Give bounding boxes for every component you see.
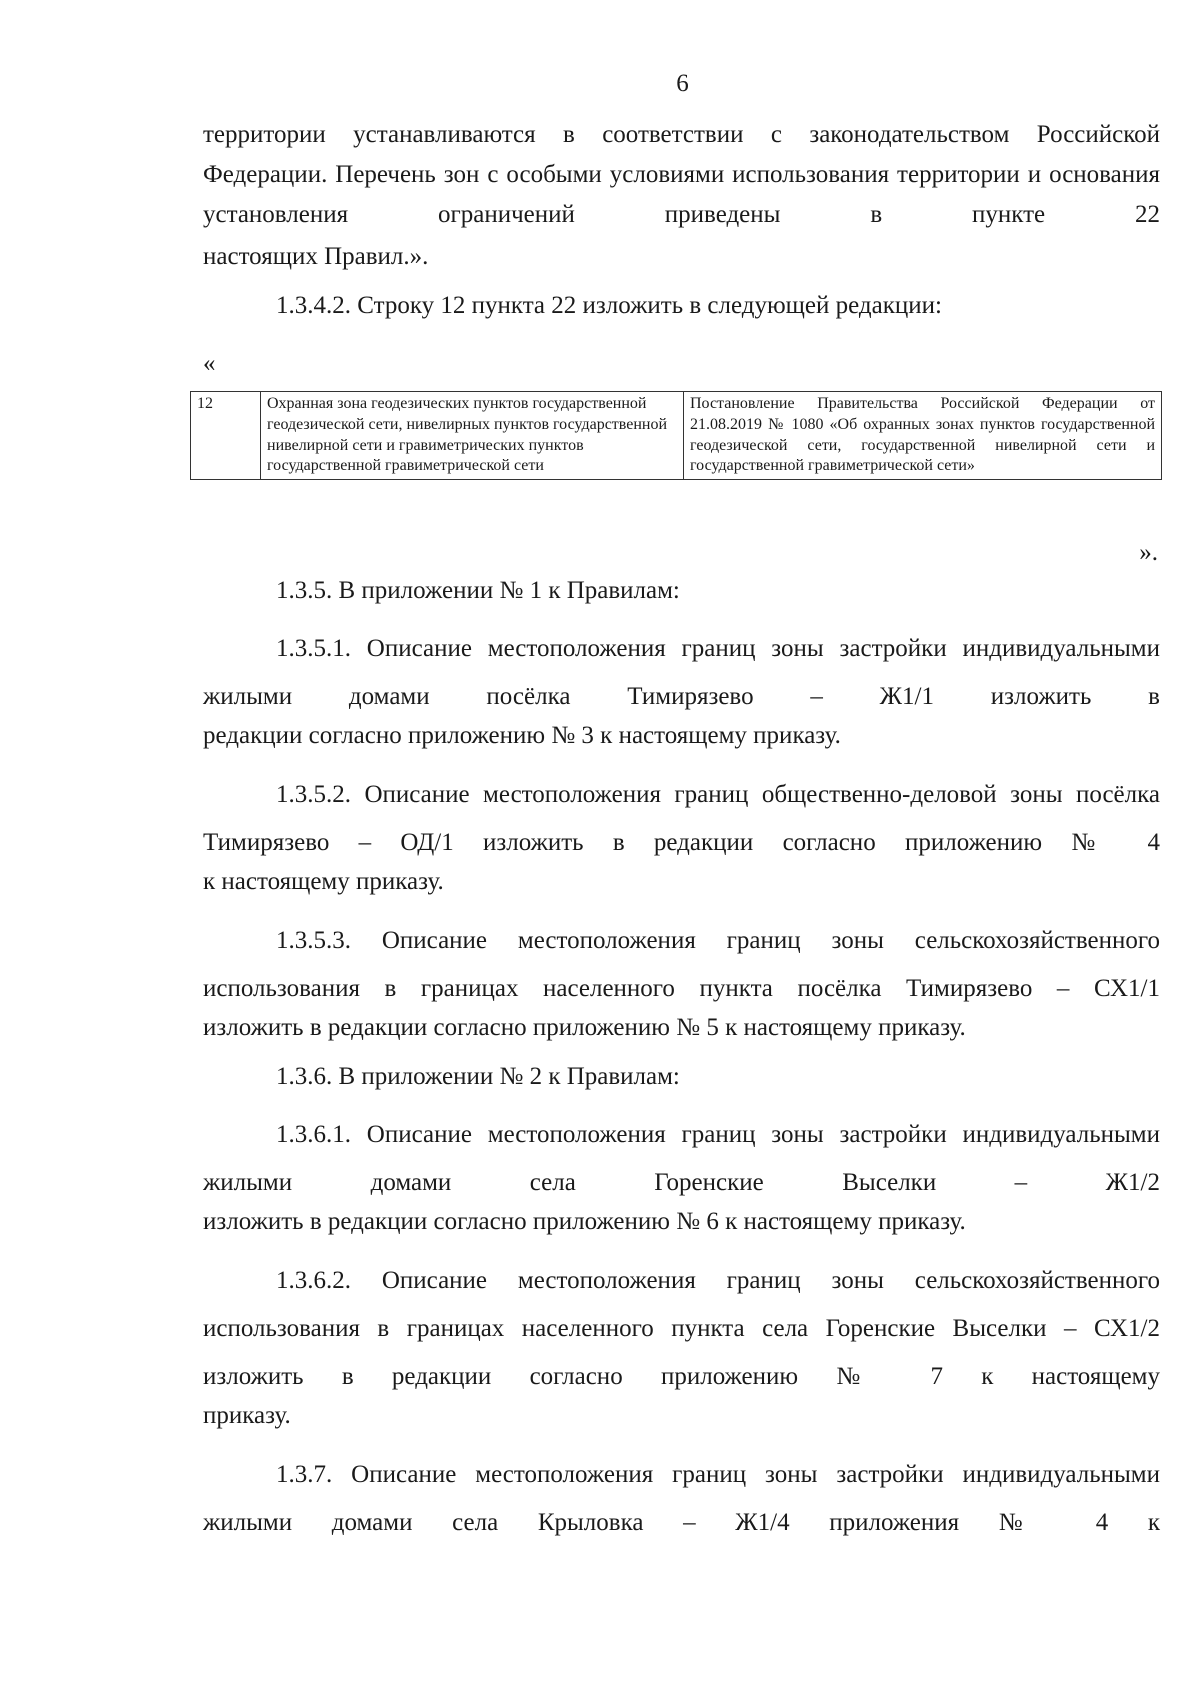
paragraph-1-3-5-3: 1.3.5.3. Описание местоположения границ зоны сельскохозяйственного использования в границах населенного пункта посёлка Тимирязево – СХ1/1 xyxy=(203,927,1160,1002)
amendment-table xyxy=(190,391,1162,480)
opening-quote: « xyxy=(203,350,216,377)
closing-quote: ». xyxy=(1139,539,1158,566)
paragraph-continuation-last-line: настоящих Правил.». xyxy=(203,243,429,270)
zone-name-cell: Охранная зона геодезических пунктов государственной геодезической сети, нивелирных пунктов государственной нивелирной сети и гравиметрических пунктов государственной гравиметрической сети xyxy=(261,392,684,480)
paragraph-1-3-6-2-last-line: приказу. xyxy=(203,1402,291,1429)
paragraph-1-3-5-2: 1.3.5.2. Описание местоположения границ общественно-деловой зоны посёлка Тимирязево – ОД/1 изложить в редакции согласно приложению № 4 xyxy=(203,781,1160,856)
paragraph-1-3-5-2-last-line: к настоящему приказу. xyxy=(203,868,444,895)
paragraph-1-3-5-1: 1.3.5.1. Описание местоположения границ зоны застройки индивидуальными жилыми домами посёлка Тимирязево – Ж1/1 изложить в xyxy=(203,635,1160,710)
table-row xyxy=(191,392,1162,480)
paragraph-continuation: территории устанавливаются в соответствии с законодательством Российской Федерации. Перечень зон с особыми условиями использования территории и основания установления ограничений приведены в пункте 22 xyxy=(203,121,1160,228)
paragraph-1-3-5-3-last-line: изложить в редакции согласно приложению № 5 к настоящему приказу. xyxy=(203,1014,966,1041)
paragraph-1-3-7: 1.3.7. Описание местоположения границ зоны застройки индивидуальными жилыми домами села Крыловка – Ж1/4 приложения № 4 к xyxy=(203,1461,1160,1536)
paragraph-1-3-5: 1.3.5. В приложении № 1 к Правилам: xyxy=(276,577,680,604)
paragraph-1-3-4-2: 1.3.4.2. Строку 12 пункта 22 изложить в следующей редакции: xyxy=(276,292,942,319)
row-number-cell: 12 xyxy=(191,392,261,480)
legal-basis-cell: Постановление Правительства Российской Федерации от 21.08.2019 № 1080 «Об охранных зонах пунктов государственной геодезической сети, государственной нивелирной сети и государственной гравиметрической сети» xyxy=(684,392,1162,480)
paragraph-1-3-5-1-last-line: редакции согласно приложению № 3 к настоящему приказу. xyxy=(203,722,841,749)
paragraph-1-3-6-1-last-line: изложить в редакции согласно приложению № 6 к настоящему приказу. xyxy=(203,1208,966,1235)
paragraph-1-3-6: 1.3.6. В приложении № 2 к Правилам: xyxy=(276,1063,680,1090)
paragraph-1-3-6-2: 1.3.6.2. Описание местоположения границ зоны сельскохозяйственного использования в границах населенного пункта села Горенские Выселки – СХ1/2 изложить в редакции согласно приложению № 7 к настоящему xyxy=(203,1267,1160,1390)
paragraph-1-3-6-1: 1.3.6.1. Описание местоположения границ зоны застройки индивидуальными жилыми домами села Горенские Выселки – Ж1/2 xyxy=(203,1121,1160,1196)
page-number: 6 xyxy=(676,70,689,97)
